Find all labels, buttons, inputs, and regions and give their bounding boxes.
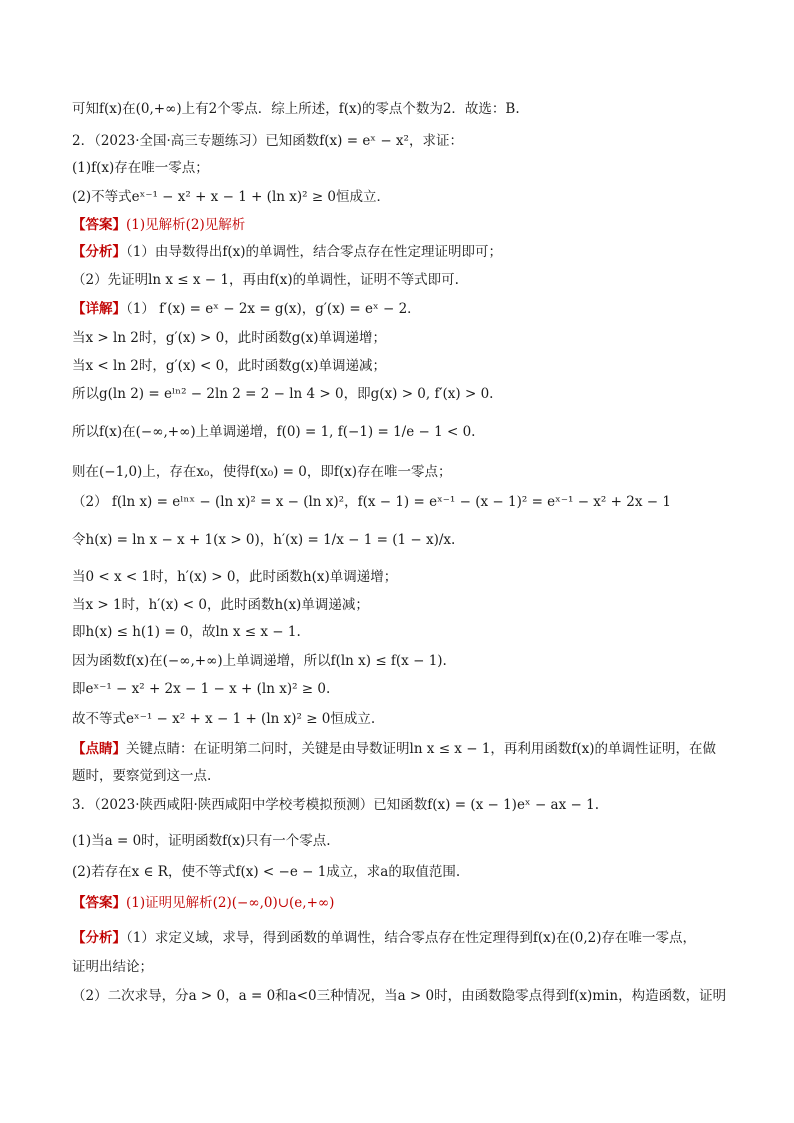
analysis-text: （1）由导数得出f(x)的单调性，结合零点存在性定理证明即可； [126,244,502,260]
text-line: 题时，要察觉到这一点. [72,768,212,784]
answer-tag: 【答案】 [72,217,126,233]
problem-3-part-2: (2)若存在x ∈ R，使不等式f(x) < −e − 1成立，求a的取值范围. [72,864,461,880]
text-line: 当x > 1时，h′(x) < 0，此时函数h(x)单调递减； [72,597,369,613]
detail-text: （1） f′(x) = eˣ − 2x = g(x)，g′(x) = eˣ − 2． [126,301,421,317]
text-line: （2）二次求导，分a > 0，a = 0和a<0三种情况，当a > 0时，由函数隐零点得到f(x)min，构造函数，证明 [72,988,727,1004]
text-line: 所以g(ln 2) = eˡⁿ² − 2ln 2 = 2 − ln 4 > 0，即g(x) > 0, f′(x) > 0. [72,386,494,402]
analysis-tag: 【分析】 [72,930,126,946]
key-point-tag: 【点睛】 [72,741,126,757]
text-line: 当x > ln 2时，g′(x) > 0，此时函数g(x)单调递增； [72,330,387,346]
detail-line [72,299,734,319]
answer-line [72,893,734,913]
answer-tag: 【答案】 [72,895,126,911]
answer-text: (1)证明见解析(2)(−∞,0)∪(e,+∞) [126,895,335,911]
problem-2-part-2: (2)不等式eˣ⁻¹ − x² + x − 1 + (ln x)² ≥ 0恒成立． [72,189,391,205]
detail-tag: 【详解】 [72,301,126,317]
text-line: 则在(−1,0)上，存在x₀，使得f(x₀) = 0，即f(x)存在唯一零点； [72,464,452,480]
problem-2-part-1: (1)f(x)存在唯一零点； [72,160,209,176]
text-line: 可知f(x)在(0,+∞)上有2个零点．综上所述，f(x)的零点个数为2．故选：B. [72,101,520,117]
analysis-text: （1）求定义域，求导，得到函数的单调性，结合零点存在性定理得到f(x)在(0,2)存在唯一零点， [126,930,696,946]
text-line: 令h(x) = ln x − x + 1(x > 0)，h′(x) = 1/x − 1 = (1 − x)/x. [72,532,456,548]
analysis-line [72,928,734,948]
text-line: （2） f(ln x) = eˡⁿˣ − (ln x)² = x − (ln x)²，f(x − 1) = eˣ⁻¹ − (x − 1)² = eˣ⁻¹ − x² + 2x − 1 [72,494,671,510]
answer-text: (1)见解析(2)见解析 [126,217,246,233]
text-line: 当0 < x < 1时，h′(x) > 0，此时函数h(x)单调递增； [72,569,398,585]
text-line: 故不等式eˣ⁻¹ − x² + x − 1 + (ln x)² ≥ 0恒成立. [72,711,376,727]
text-line: 因为函数f(x)在(−∞,+∞)上单调递增，所以f(ln x) ≤ f(x − 1). [72,653,447,669]
text-line: 即h(x) ≤ h(1) = 0，故ln x ≤ x − 1. [72,624,301,640]
text-line: 所以f(x)在(−∞,+∞)上单调递增，f(0) = 1, f(−1) = 1/e − 1 < 0. [72,424,476,440]
text-line: 当x < ln 2时，g′(x) < 0，此时函数g(x)单调递减； [72,358,387,374]
problem-3-part-1: (1)当a = 0时，证明函数f(x)只有一个零点. [72,833,331,849]
analysis-line [72,242,734,262]
problem-3-statement: 3．（2023·陕西咸阳·陕西咸阳中学校考模拟预测）已知函数f(x) = (x − 1)eˣ − ax − 1. [72,797,599,813]
text-line: （2）先证明ln x ≤ x − 1，再由f(x)的单调性，证明不等式即可. [72,272,459,288]
problem-2-statement: 2．（2023·全国·高三专题练习）已知函数f(x) = eˣ − x²，求证： [72,133,463,149]
key-point-text: 关键点睛：在证明第二问时，关键是由导数证明ln x ≤ x − 1，再利用函数f(x)的单调性证明，在做 [126,741,717,757]
analysis-tag: 【分析】 [72,244,126,260]
answer-line [72,215,734,235]
key-point-line [72,739,734,759]
text-line: 即eˣ⁻¹ − x² + 2x − 1 − x + (ln x)² ≥ 0. [72,681,331,697]
text-line: 证明出结论； [72,959,153,975]
